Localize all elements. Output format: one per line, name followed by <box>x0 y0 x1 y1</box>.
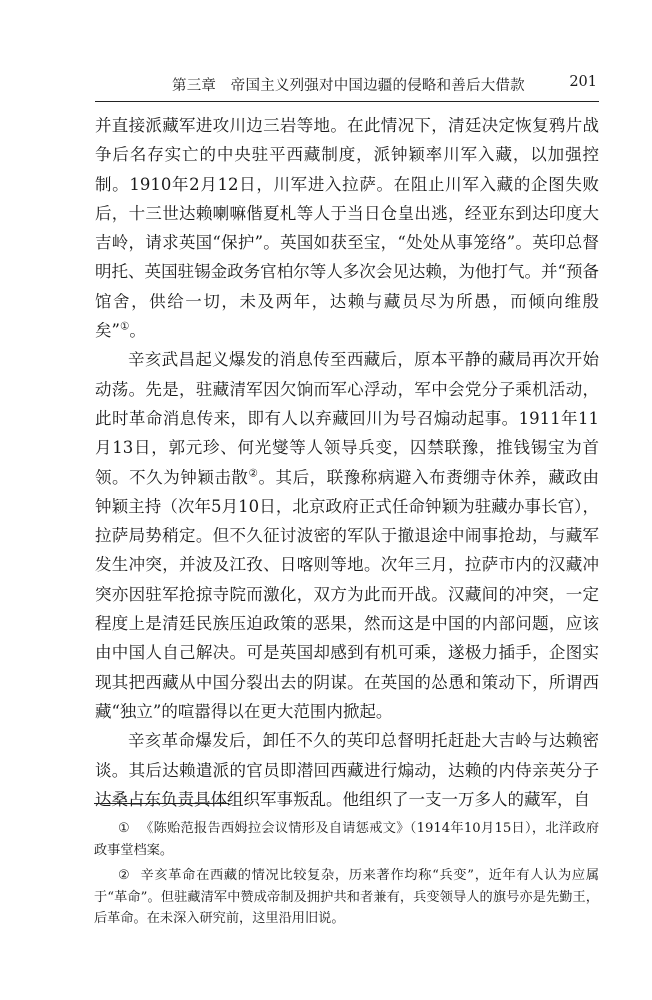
header-rule <box>95 101 599 102</box>
footnote-2-text: 辛亥革命在西藏的情况比较复杂，历来著作均称“兵变”，近年有人认为应属于“革命”。但驻藏清军中赞成帝制及拥护共和者兼有，兵变领导人的旗号亦是先勤王，后革命。在未深入研究前，这里沿用旧说。 <box>94 868 600 927</box>
footnotes <box>94 818 599 934</box>
main-text <box>95 111 599 814</box>
paragraph-1: 并直接派藏军进攻川边三岩等地。在此情况下，清廷决定恢复鸦片战争后名存实亡的中央驻平西藏制度，派钟颖率川军入藏，以加强控制。1910年2月12日，川军进入拉萨。在阻止川军入藏的企图失败后，十三世达赖喇嘛偕夏札等人于当日仓皇出逃，经亚东到达印度大吉岭，请求英国“保护”。英国如获至宝，“处处从事笼络”。英印总督明托、英国驻锡金政务官柏尔等人多次会见达赖，为他打气。并“预备馆舍，供给一切，未及两年，达赖与藏员尽为所愚，而倾向维殷矣”①。 <box>95 116 599 341</box>
footnote-rule <box>94 803 229 804</box>
footnote-2 <box>94 865 599 930</box>
paragraph-3: 辛亥革命爆发后，卸任不久的英印总督明托赶赴大吉岭与达赖密谈。其后达赖遣派的官员即潜回西藏进行煽动，达赖的内侍亲英分子达桑占东负责具体组织军事叛乱。他组织了一支一万多人的藏军，自 <box>95 731 599 809</box>
footnote-1 <box>94 818 599 861</box>
footnote-ref-2[interactable]: ② <box>248 467 259 480</box>
footnote-ref-1[interactable]: ① <box>119 320 130 333</box>
page-number: 201 <box>569 74 597 90</box>
chapter-title: 第三章 帝国主义列强对中国边疆的侵略和善后大借款 <box>172 78 525 94</box>
footnote-2-mark: ② <box>118 868 131 884</box>
footnote-1-text: 《陈贻范报告西姆拉会议情形及自请惩戒文》（1914年10月15日），北洋政府政事堂档案。 <box>94 821 600 858</box>
paragraph-2-text-b: 。其后，联豫称病避入布赉绷寺休养，藏政由钟颖主持（次年5月10日，北京政府正式任命钟颖为驻藏办事长官），拉萨局势稍定。但不久征讨波密的军队于撤退途中闹事抢劫，与藏军发生冲突，并波及江孜、日喀则等地。次年三月，拉萨市内的汉藏冲突亦因驻军抢掠寺院而激化，双方为此而开战。汉藏间的冲突，一定程度上是清廷民族压迫政策的恶果，然而这是中国的内部问题，应该由中国人自己解决。可是英国却感到有机可乘，遂极力插手，企图实现其把西藏从中国分裂出去的阴谋。在英国的怂恿和策动下，所谓西藏“独立”的喧嚣得以在更大范围内掀起。 <box>95 467 600 721</box>
footnote-1-mark: ① <box>118 821 131 836</box>
running-header <box>95 74 597 96</box>
paragraph-2 <box>95 345 599 726</box>
paragraph-2-text-a: 辛亥武昌起义爆发的消息传至西藏后，原本平静的藏局再次开始动荡。先是，驻藏清军因欠饷而军心浮动，军中会党分子乘机活动，此时革命消息传来，即有人以弃藏回川为号召煽动起事。1911年11月13日，郭元珍、何光燮等人领导兵变，囚禁联豫，推钱锡宝为首领。不久为钟颖击散 <box>95 350 599 487</box>
paragraph-1-text: 并直接派藏军进攻川边三岩等地。在此情况下，清廷决定恢复鸦片战争后名存实亡的中央驻平西藏制度，派钟颖率川军入藏，以加强控制。1910年2月12日，川军进入拉萨。在阻止川军入藏的企图失败后，十三世达赖喇嘛偕夏札等人于当日仓皇出逃，经亚东到达印度大吉岭，请求英国“保护”。英国如获至宝，“处处从事笼络”。英印总督明托、英国驻锡金政务官柏尔等人多次会见达赖，为他打气。并“预备馆舍，供给一切，未及两年，达赖与藏员尽为所愚，而倾向维殷矣” <box>95 116 599 341</box>
